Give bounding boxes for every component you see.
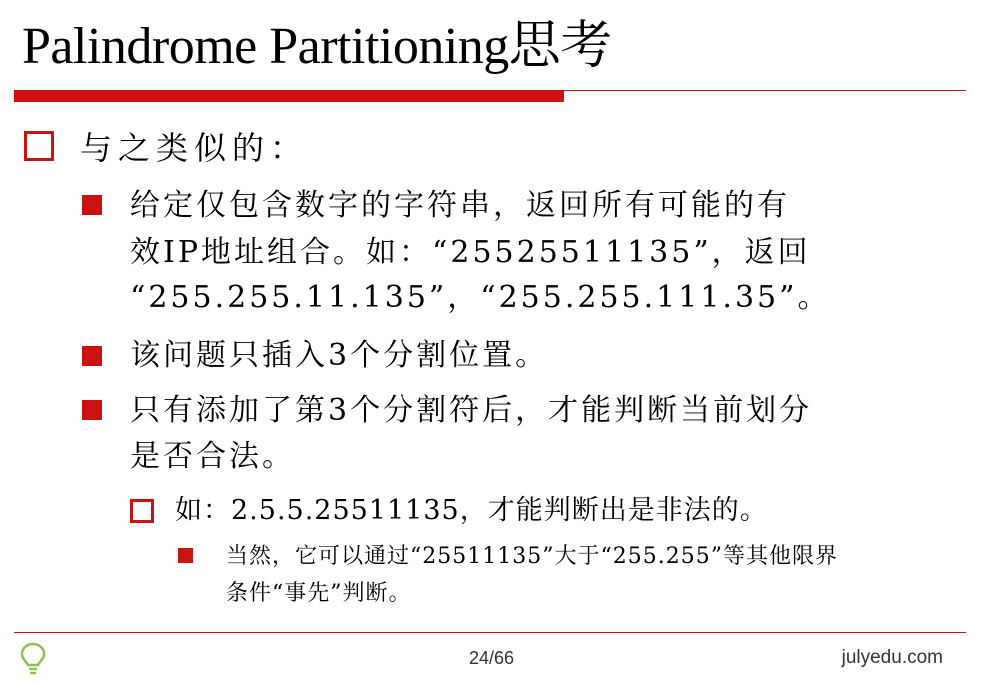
level1-text: 与之类似的：	[80, 129, 309, 167]
bullet-2-line-1: 该问题只插入3个分割位置。	[130, 338, 549, 373]
page-number: 24/66	[468, 648, 515, 668]
site-url: julyedu.com	[841, 647, 943, 668]
bullet-3-line-1: 只有添加了第3个分割符后，才能判断当前划分	[130, 393, 813, 428]
subsub-line-1: 当然，它可以通过“25511135”大于“255.255”等其他限界	[226, 544, 838, 569]
hollow-square-icon	[24, 131, 54, 161]
solid-square-icon	[82, 346, 102, 366]
subsub-line-2: 条件“事先”判断。	[226, 581, 412, 606]
footer-divider-line	[14, 632, 966, 633]
bullet-1-line-1: 给定仅包含数字的字符串，返回所有可能的有	[130, 188, 790, 223]
bullet-3-line-2: 是否合法。	[130, 439, 295, 474]
solid-square-icon	[82, 195, 102, 215]
bullet-1-line-3: “255.255.11.135”，“255.255.111.35”。	[130, 280, 831, 315]
title-accent-bar	[14, 91, 564, 102]
hollow-square-icon	[130, 499, 154, 523]
solid-square-icon	[178, 548, 193, 563]
solid-square-icon	[82, 400, 102, 420]
bullet-1-line-2: 效IP地址组合。如：“25525511135”，返回	[130, 235, 811, 270]
slide-title: Palindrome Partitioning思考	[22, 18, 612, 75]
sub-bullet-text: 如：2.5.5.25511135，才能判断出是非法的。	[175, 495, 768, 526]
